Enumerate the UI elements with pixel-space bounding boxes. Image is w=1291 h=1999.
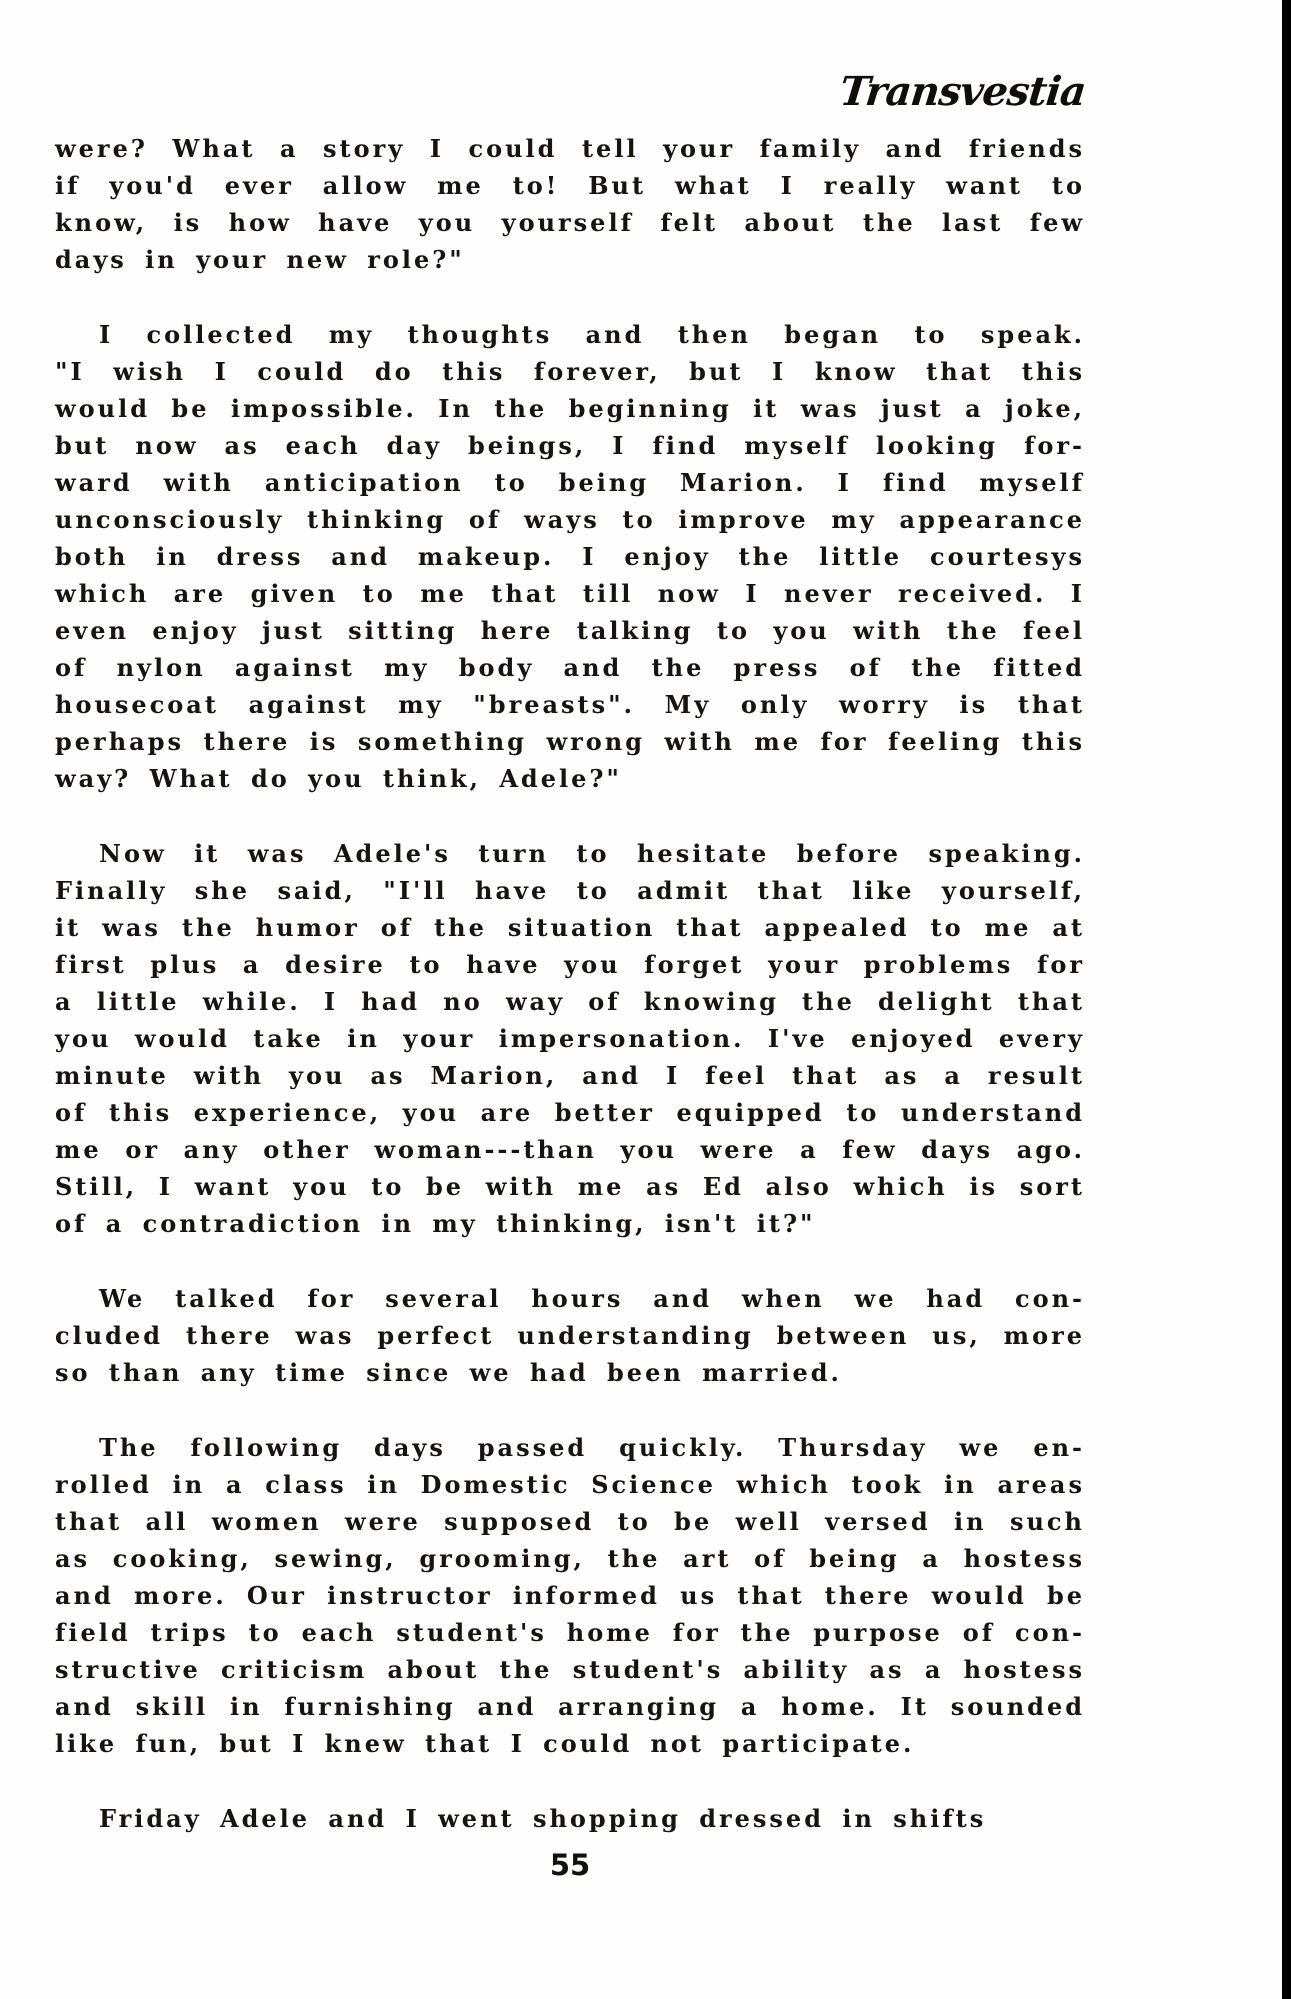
text-line: which are given to me that till now I never received. I xyxy=(55,579,1085,608)
text-line: cluded there was perfect understanding between us, more xyxy=(55,1321,1085,1350)
text-line: even enjoy just sitting here talking to you with the feel xyxy=(55,616,1085,645)
text-line: and skill in furnishing and arranging a home. It sounded xyxy=(55,1692,1085,1721)
text-line: The following days passed quickly. Thursday we en- xyxy=(99,1433,1085,1462)
paragraph xyxy=(55,316,1085,797)
text-line: of this experience, you are better equipped to understand xyxy=(55,1098,1085,1127)
paragraph xyxy=(55,1800,1085,1837)
text-line: Still, I want you to be with me as Ed also which is sort xyxy=(55,1172,1085,1201)
text-line: a little while. I had no way of knowing the delight that xyxy=(55,987,1085,1016)
text-line: that all women were supposed to be well versed in such xyxy=(55,1507,1085,1536)
magazine-logo: Transvestia xyxy=(837,68,1088,115)
paragraph xyxy=(55,1429,1085,1762)
text-line: structive criticism about the student's ability as a hostess xyxy=(55,1655,1085,1684)
text-line: it was the humor of the situation that appealed to me at xyxy=(55,913,1085,942)
text-line: as cooking, sewing, grooming, the art of being a hostess xyxy=(55,1544,1085,1573)
text-line: would be impossible. In the beginning it was just a joke, xyxy=(55,394,1085,423)
text-line: know, is how have you yourself felt about the last few xyxy=(55,208,1085,237)
text-line: ward with anticipation to being Marion. I find myself xyxy=(55,468,1085,497)
text-line: We talked for several hours and when we had con- xyxy=(99,1284,1085,1313)
paragraph xyxy=(55,130,1085,278)
text-line: "I wish I could do this forever, but I know that this xyxy=(55,357,1085,386)
text-line: days in your new role?" xyxy=(55,245,465,274)
text-line: perhaps there is something wrong with me for feeling this xyxy=(55,727,1085,756)
text-line: and more. Our instructor informed us that there would be xyxy=(55,1581,1085,1610)
text-line: Friday Adele and I went shopping dressed in shifts xyxy=(99,1804,987,1833)
text-line: of nylon against my body and the press of the fitted xyxy=(55,653,1085,682)
text-line: but now as each day beings, I find myself looking for- xyxy=(55,431,1085,460)
text-line: unconsciously thinking of ways to improve my appearance xyxy=(55,505,1085,534)
text-line: you would take in your impersonation. I've enjoyed every xyxy=(55,1024,1085,1053)
scan-edge-bar xyxy=(1282,0,1291,1999)
text-line: of a contradiction in my thinking, isn't it?" xyxy=(55,1209,816,1238)
text-line: minute with you as Marion, and I feel that as a result xyxy=(55,1061,1085,1090)
text-line: I collected my thoughts and then began to speak. xyxy=(99,320,1085,349)
text-line: were? What a story I could tell your family and friends xyxy=(55,134,1085,163)
text-line: way? What do you think, Adele?" xyxy=(55,764,622,793)
paragraph xyxy=(55,1280,1085,1391)
text-line: me or any other woman---than you were a few days ago. xyxy=(55,1135,1085,1164)
page-number: 55 xyxy=(549,1848,591,1882)
text-line: Now it was Adele's turn to hesitate before speaking. xyxy=(99,839,1085,868)
text-line: so than any time since we had been married. xyxy=(55,1358,842,1387)
text-line: both in dress and makeup. I enjoy the little courtesys xyxy=(55,542,1085,571)
text-line: like fun, but I knew that I could not participate. xyxy=(55,1729,915,1758)
text-line: Finally she said, "I'll have to admit that like yourself, xyxy=(55,876,1085,905)
body-text-block xyxy=(55,130,1085,1875)
text-line: field trips to each student's home for the purpose of con- xyxy=(55,1618,1085,1647)
text-line: first plus a desire to have you forget your problems for xyxy=(55,950,1085,979)
text-line: rolled in a class in Domestic Science which took in areas xyxy=(55,1470,1085,1499)
text-line: if you'd ever allow me to! But what I really want to xyxy=(55,171,1085,200)
text-line: housecoat against my "breasts". My only worry is that xyxy=(55,690,1085,719)
paragraph xyxy=(55,835,1085,1242)
